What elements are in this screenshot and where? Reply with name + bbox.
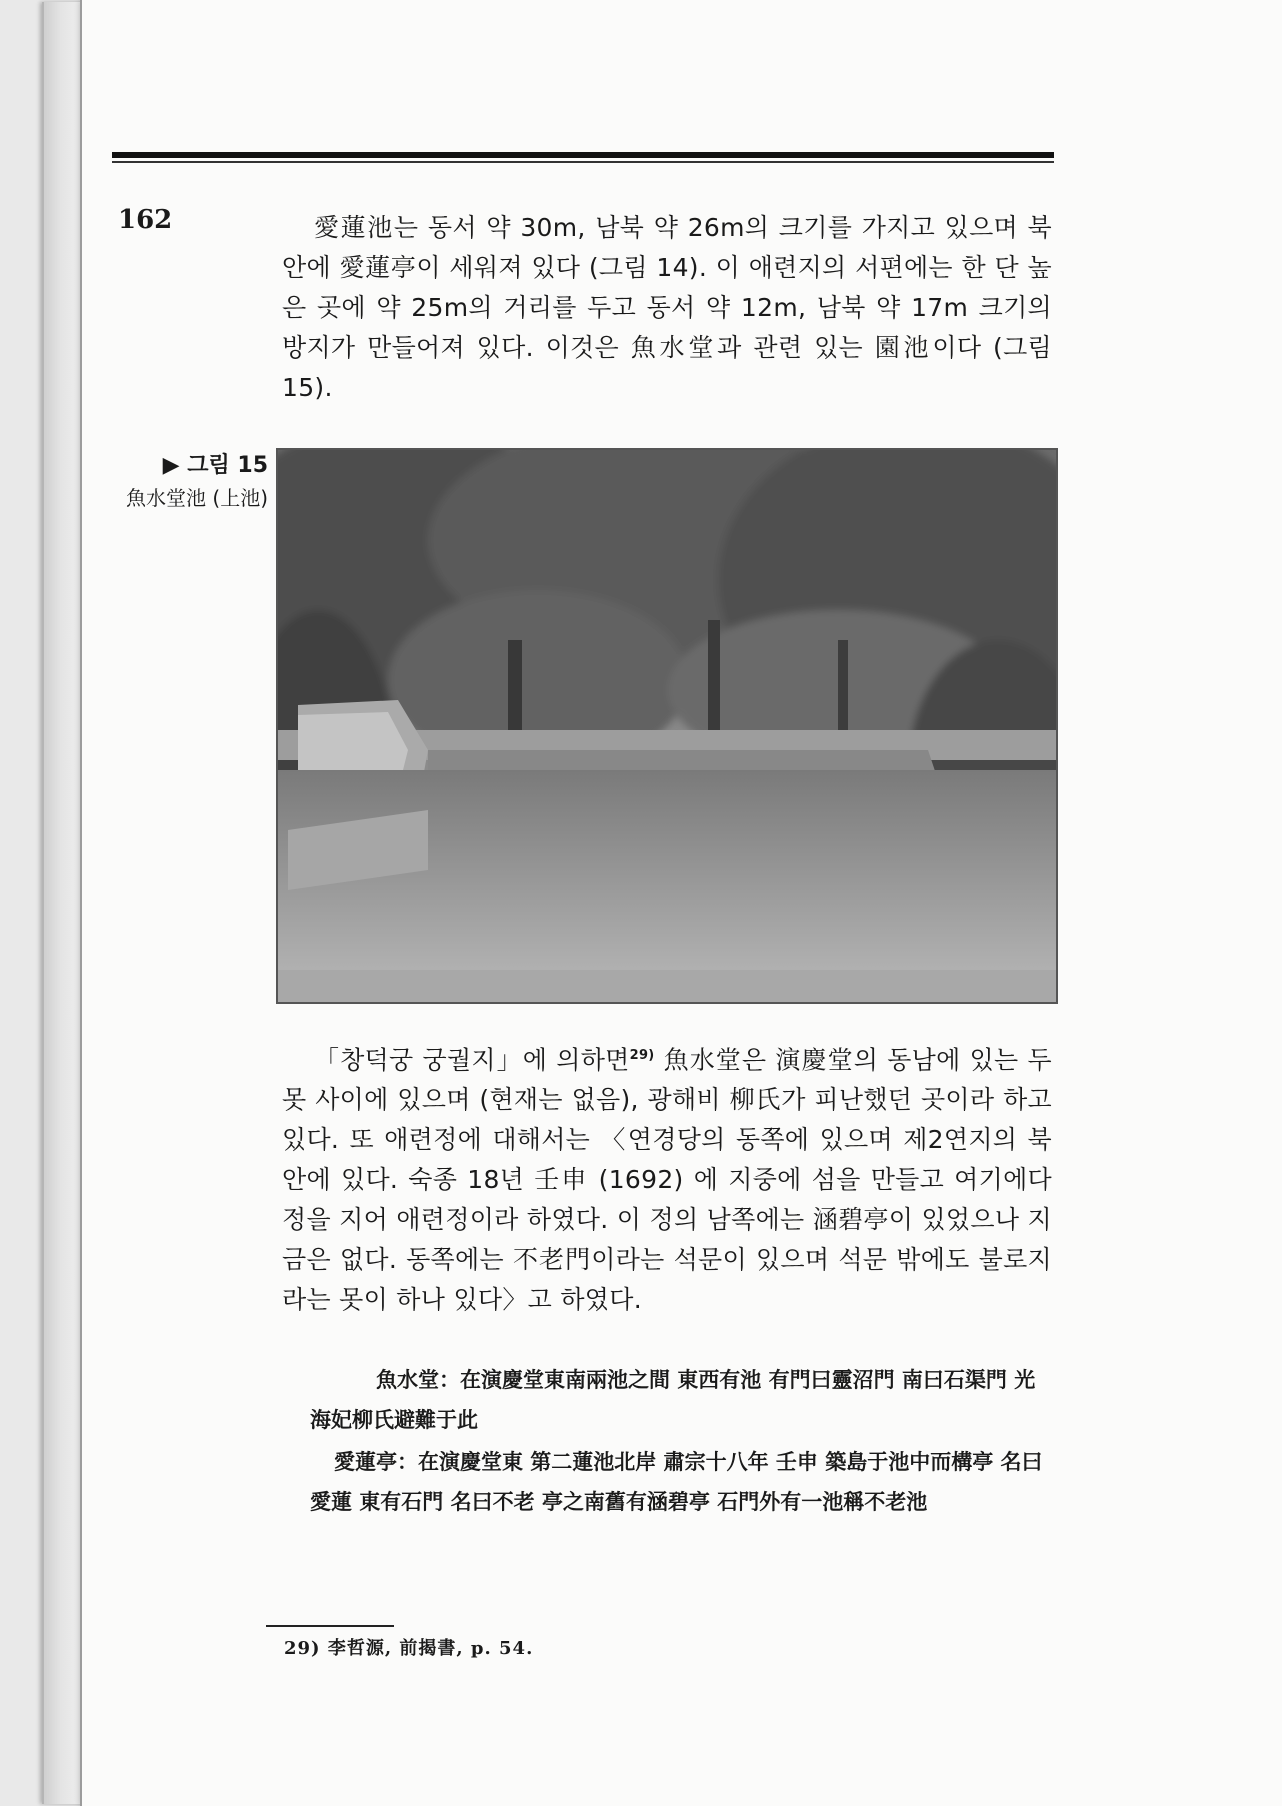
paragraph-2 [282,1036,1052,1320]
footnote: 29) 李哲源, 前揭書, p. 54. [284,1638,534,1659]
page-number: 162 [118,205,173,235]
paragraph-1 [282,208,1052,408]
header-rule-thin [112,161,1054,163]
quote-eosudang-text: 魚水堂：在演慶堂東南兩池之間 東西有池 有門曰靈沼門 南曰石渠門 光海妃柳氏避難于此 [310,1367,1036,1432]
pond-photo [276,448,1058,1004]
figure-number: ▶ 그림 15 [162,453,268,478]
footnote-ref: 29) [629,1048,655,1063]
paragraph-1-text: 愛蓮池는 동서 약 30m, 남북 약 26m의 크기를 가지고 있으며 북안에 愛蓮亭이 세워져 있다 (그림 14). 이 애련지의 서편에는 한 단 높은 곳에 약 25m의 거리를 두고 동서 약 12m, 남북 약 17m 크기의 방지가 만들어져 있다. 이것은 魚水堂과 관련 있는 園池이다 (그림 15). [282,213,1052,402]
figure-label [108,450,268,514]
quote-aeryeonjeong [310,1442,1050,1522]
figure-caption: 魚水堂池 (上池) [126,486,268,510]
quote-eosudang [310,1360,1050,1440]
footnote-rule [266,1625,394,1627]
paragraph-2-rest: 魚水堂은 演慶堂의 동남에 있는 두 못 사이에 있으며 (현재는 없음), 광해비 柳氏가 피난했던 곳이라 하고 있다. 또 애련정에 대해서는 〈연경당의 동쪽에 있으며 제2연지의 북안에 있다. 숙종 18년 壬申 (1692) 에 지중에 섬을 만들고 여기에다 정을 지어 애련정이라 하였다. 이 정의 남쪽에는 涵碧亭이 있었으나 지금은 없다. 동쪽에는 不老門이라는 석문이 있으며 석문 밖에도 불로지라는 못이 하나 있다〉고 하였다. [282,1045,1052,1315]
paragraph-2-lead: 「창덕궁 궁궐지」에 의하면 [314,1045,630,1075]
header-rule [112,152,1054,158]
quote-aeryeonjeong-text: 愛蓮亭：在演慶堂東 第二蓮池北岸 肅宗十八年 壬申 築島于池中而構亭 名曰愛蓮 東有石門 名曰不老 亭之南舊有涵碧亭 石門外有一池稱不老池 [310,1449,1043,1514]
paragraph-2-text [282,1036,1052,1320]
